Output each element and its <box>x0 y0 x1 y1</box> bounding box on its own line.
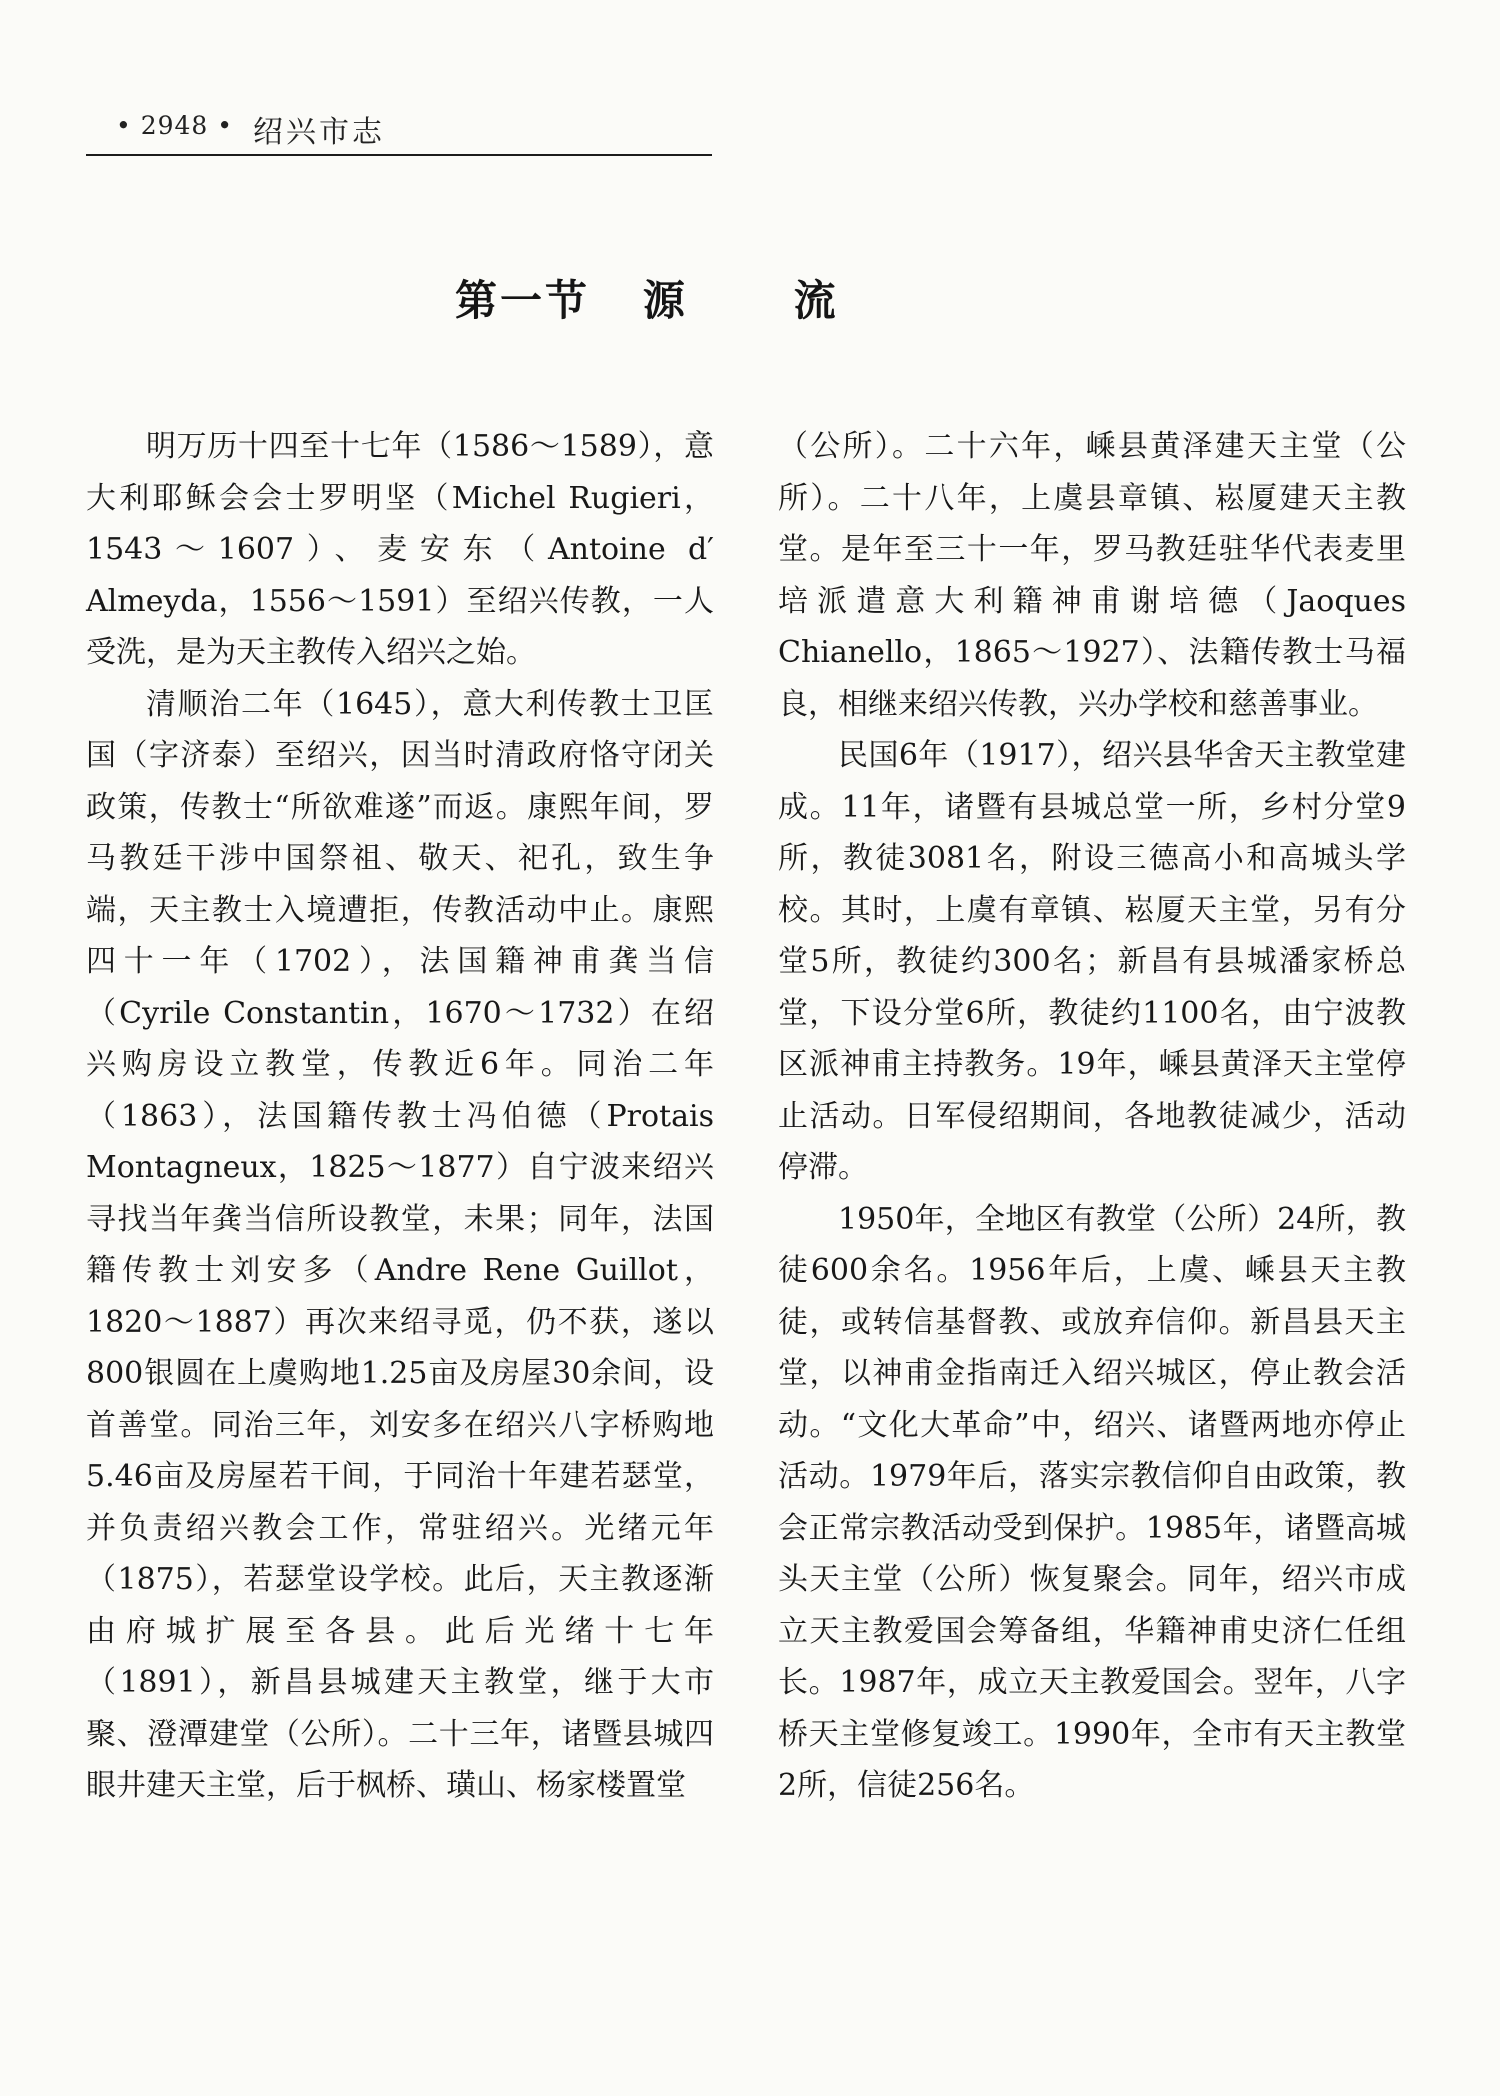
right-column <box>778 421 1406 1812</box>
left-column <box>86 421 714 1812</box>
page-header <box>86 98 712 156</box>
paragraph-history: 清顺治二年（1645），意大利传教士卫匡国（字济泰）至绍兴，因当时清政府恪守闭关政策，传教士“所欲难遂”而返。康熙年间，罗马教廷干涉中国祭祖、敬天、祀孔，致生争端，天主教士入境遭拒，传教活动中止。康熙四十一年（1702），法国籍神甫龚当信（Cyrile Constantin，1670～1732）在绍兴购房设立教堂，传教近6年。同治二年（1863），法国籍传教士冯伯德（Protais Montagneux，1825～1877）自宁波来绍兴寻找当年龚当信所设教堂，未果；同年，法国籍传教士刘安多（Andre Rene Guillot，1820～1887）再次来绍寻觅，仍不获，遂以800银圆在上虞购地1.25亩及房屋30余间，设首善堂。同治三年，刘安多在绍兴八字桥购地5.46亩及房屋若干间，于同治十年建若瑟堂，并负责绍兴教会工作，常驻绍兴。光绪元年（1875），若瑟堂设学校。此后，天主教逐渐由府城扩展至各县。此后光绪十七年（1891），新昌县城建天主教堂，继于大市聚、澄潭建堂（公所）。二十三年，诸暨县城四眼井建天主堂，后于枫桥、璜山、杨家楼置堂 <box>86 686 714 1803</box>
page-number: • 2948 • <box>116 111 234 140</box>
section-title: 第一节 源 流 <box>455 276 839 325</box>
paragraph-modern: 1950年，全地区有教堂（公所）24所，教徒600余名。1956年后，上虞、嵊县天主教徒，或转信基督教、或放弃信仰。新昌县天主堂，以神甫金指南迁入绍兴城区，停止教会活动。“文化大革命”中，绍兴、诸暨两地亦停止活动。1979年后，落实宗教信仰自由政策，教会正常宗教活动受到保护。1985年，诸暨高城头天主堂（公所）恢复聚会。同年，绍兴市成立天主教爱国会筹备组，华籍神甫史济仁任组长。1987年，成立天主教爱国会。翌年，八字桥天主堂修复竣工。1990年，全市有天主教堂2所，信徒256名。 <box>778 1201 1406 1803</box>
book-title: 绍兴市志 <box>253 115 385 150</box>
paragraph-republic: 民国6年（1917），绍兴县华舍天主教堂建成。11年，诸暨有县城总堂一所，乡村分堂9所，教徒3081名，附设三德高小和高城头学校。其时，上虞有章镇、崧厦天主堂，另有分堂5所，教徒约300名；新昌有县城潘家桥总堂，下设分堂6所，教徒约1100名，由宁波教区派神甫主持教务。19年，嵊县黄泽天主堂停止活动。日军侵绍期间，各地教徒减少，活动停滞。 <box>778 738 1406 1185</box>
paragraph-origin: 明万历十四至十七年（1586～1589），意大利耶稣会会士罗明坚（Michel Rugieri，1543～1607）、麦安东（Antoine d′ Almeyda，1556～1591）至绍兴传教，一人受洗，是为天主教传入绍兴之始。 <box>86 429 714 670</box>
paragraph-continuation: （公所）。二十六年，嵊县黄泽建天主堂（公所）。二十八年，上虞县章镇、崧厦建天主教堂。是年至三十一年，罗马教廷驻华代表麦里培派遣意大利籍神甫谢培德（Jaoques Chianello，1865～1927）、法籍传教士马福良，相继来绍兴传教，兴办学校和慈善事业。 <box>778 429 1406 722</box>
